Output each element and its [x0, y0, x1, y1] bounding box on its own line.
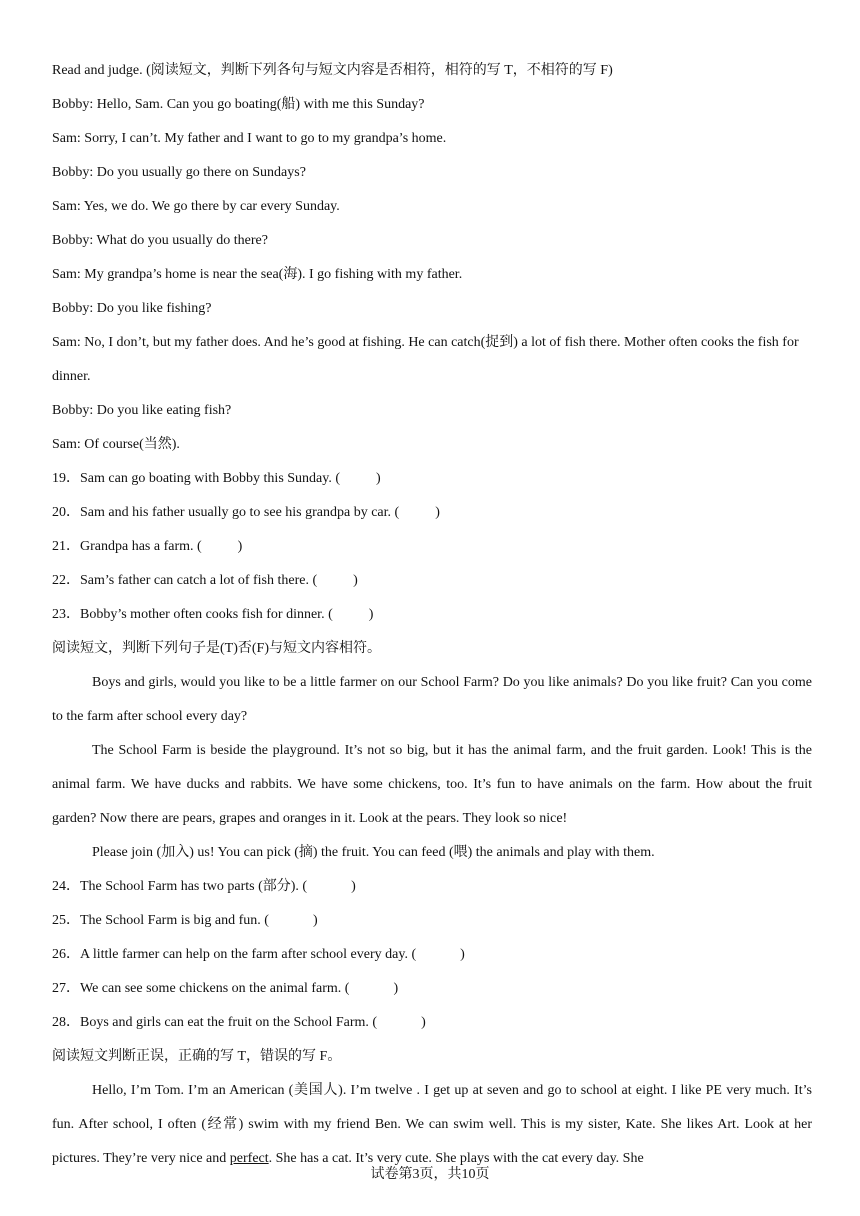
question-text: The School Farm is big and fun. (: [80, 913, 269, 928]
section1-instruction: Read and judge. (阅读短文，判断下列各句与短文内容是否相符，相符的写 T，不相符的写 F): [52, 63, 613, 78]
question-25: [52, 904, 812, 938]
question-number: 20．: [52, 505, 80, 520]
question-number: 21．: [52, 539, 80, 554]
question-28: [52, 1006, 812, 1040]
question-close: ): [351, 879, 356, 894]
dialogue-line: Sam: Yes, we do. We go there by car every Sunday.: [52, 199, 340, 214]
question-close: ): [393, 981, 399, 996]
question-close: ): [421, 1015, 426, 1030]
question-22: [52, 564, 812, 598]
question-19: [52, 462, 812, 496]
underlined-word: perfect: [229, 1151, 269, 1166]
question-27: [52, 972, 812, 1006]
section2-instruction: 阅读短文，判断下列句子是(T)否(F)与短文内容相符。: [52, 641, 381, 656]
question-20: [52, 496, 812, 530]
question-number: 19．: [52, 471, 80, 486]
question-text: Grandpa has a farm. (: [80, 539, 202, 554]
question-text: Boys and girls can eat the fruit on the School Farm. (: [80, 1015, 378, 1030]
question-close: ): [376, 471, 381, 486]
question-close: ): [237, 539, 243, 554]
passage-text: . She has a cat. It’s very cute. She plays with the cat every day. She: [268, 1151, 644, 1166]
passage-paragraph: [52, 1074, 812, 1176]
page-content: [52, 54, 812, 1176]
dialogue-long-line: Sam: No, I don’t, but my father does. And he’s good at fishing. He can catch(捉到) a lot of fish there. Mother often cooks the fish for dinner.: [52, 335, 799, 384]
question-number: 25．: [52, 913, 80, 928]
question-text: The School Farm has two parts (部分). (: [80, 879, 308, 894]
question-text: Sam can go boating with Bobby this Sunday. (: [80, 471, 341, 486]
question-number: 27．: [52, 981, 80, 996]
dialogue-line: Bobby: Hello, Sam. Can you go boating(船) with me this Sunday?: [52, 97, 425, 112]
question-number: 23．: [52, 607, 80, 622]
section3-instruction: 阅读短文判断正误，正确的写 T，错误的写 F。: [52, 1049, 342, 1064]
question-text: Bobby’s mother often cooks fish for dinner. (: [80, 607, 333, 622]
passage-paragraph: Please join (加入) us! You can pick (摘) the fruit. You can feed (喂) the animals and play with them.: [92, 845, 655, 860]
question-text: Sam and his father usually go to see his grandpa by car. (: [80, 505, 400, 520]
dialogue-line: Bobby: Do you usually go there on Sundays?: [52, 165, 306, 180]
dialogue-line: Bobby: What do you usually do there?: [52, 233, 268, 248]
question-text: We can see some chickens on the animal farm. (: [80, 981, 350, 996]
question-number: 26．: [52, 947, 80, 962]
question-21: [52, 530, 812, 564]
passage-paragraph: Boys and girls, would you like to be a little farmer on our School Farm? Do you like animals? Do you like fruit? Can you come to the farm after school every day?: [52, 675, 812, 724]
question-close: ): [460, 947, 465, 962]
passage-paragraph: The School Farm is beside the playground. It’s not so big, but it has the animal farm, and the fruit garden. Look! This is the animal farm. We have ducks and rabbits. We have some chickens, too. It’s fun to have animals on the farm. How about the fruit garden? Now there are pears, grapes and oranges in it. Look at the pears. They look so nice!: [52, 743, 812, 826]
dialogue-line: Bobby: Do you like eating fish?: [52, 403, 232, 418]
question-text: A little farmer can help on the farm after school every day. (: [80, 947, 417, 962]
dialogue-line: Sam: Of course(当然).: [52, 437, 180, 452]
dialogue-line: Sam: My grandpa’s home is near the sea(海). I go fishing with my father.: [52, 267, 463, 282]
question-number: 28．: [52, 1015, 80, 1030]
question-24: [52, 870, 812, 904]
question-23: [52, 598, 812, 632]
passage-text: Hello, I’m Tom. I’m an American (美国人). I’m twelve . I get up at seven and go to school at eight. I like PE very much. It’s fun. After school, I often (经常) swim with my friend Ben. We can swim well. This is my sister, Kate. She likes Art. Look at her pictures. They’re very nice and: [52, 1083, 812, 1166]
question-number: 22．: [52, 573, 80, 588]
page-footer: 试卷第3页，共10页: [370, 1167, 490, 1182]
question-26: [52, 938, 812, 972]
question-close: ): [353, 573, 358, 588]
dialogue-line: Sam: Sorry, I can’t. My father and I want to go to my grandpa’s home.: [52, 131, 447, 146]
dialogue-line: Bobby: Do you like fishing?: [52, 301, 212, 316]
question-close: ): [312, 913, 318, 928]
question-number: 24．: [52, 879, 80, 894]
question-close: ): [435, 505, 440, 520]
question-close: ): [368, 607, 374, 622]
question-text: Sam’s father can catch a lot of fish there. (: [80, 573, 318, 588]
